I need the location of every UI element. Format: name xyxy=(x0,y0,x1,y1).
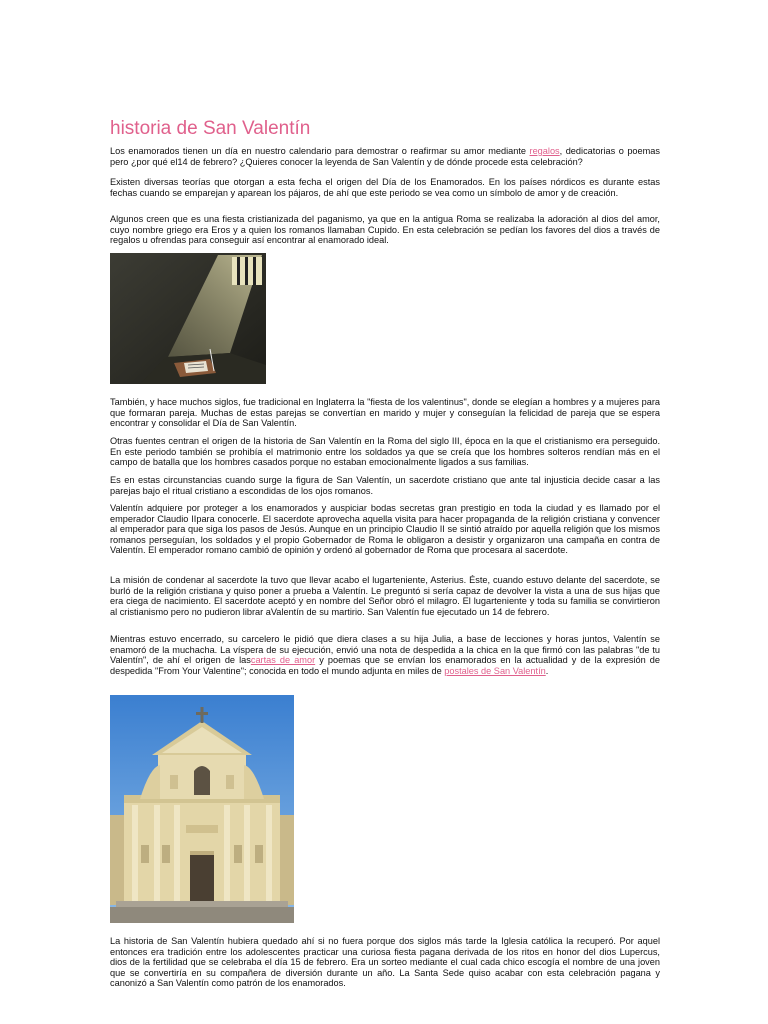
paragraph-9-text-b: y poemas que se envían los enamorados en la actualidad y de la expresión de despedida "From Your Valentine"; conocida en todo el mundo adjunta en miles de xyxy=(110,655,661,676)
page-title: historia de San Valentín xyxy=(110,118,311,139)
cartas-de-amor-link[interactable]: cartas de amor xyxy=(250,655,316,666)
paragraph-9 xyxy=(110,634,660,676)
paragraph-1 xyxy=(110,146,660,167)
paragraph-6: Es en estas circunstancias cuando surge la figura de San Valentín, un sacerdote cristiano que ante tal injusticia decide casar a las parejas bajo el ritual cristiano a escondidas de los ojos romanos. xyxy=(110,475,660,496)
paragraph-8: La misión de condenar al sacerdote la tuvo que llevar acabo el lugarteniente, Asterius. Éste, cuando estuvo delante del sacerdote, se burló de la religión cristiana y quiso poner a prueba a Valentín. Le preguntó si sería capaz de devolver la vista a una de sus hijas que era ciega de nacimiento. El sacerdote aceptó y en nombre del Señor obró el milagro. El lugarteniente y toda su familia se convirtieron al cristianismo pero no pudieron librar aValentín de su martirio. San Valentín fue ejecutado un 14 de febrero. xyxy=(110,575,660,617)
paragraph-3: Algunos creen que es una fiesta cristianizada del paganismo, ya que en la antigua Roma se realizaba la adoración al dios del amor, cuyo nombre griego era Eros y a quien los romanos llamaban Cupido. En esta celebración se pedían los favores del dios a través de regalos u ofrendas para conseguir así encontrar al enamorado ideal. xyxy=(110,214,660,246)
paragraph-1-text-b: , dedicatorias o poemas pero ¿por qué el14 de febrero? ¿Quieres conocer la leyenda de San Valentín y de dónde procede esta celebración? xyxy=(110,146,661,167)
church-image xyxy=(110,695,294,923)
paragraph-7: Valentín adquiere por proteger a los enamorados y auspiciar bodas secretas gran prestigio en toda la ciudad y es llamado por el emperador Claudio IIpara conocerle. El sacerdote aprovecha aquella visita para hacer propaganda de la religión cristiana y convencer al emperador para que siga los pasos de Jesús. Aunque en un principio Claudio II se sintió atraído por aquella religión que los mismos romanos perseguían, los soldados y el propio Gobernador de Roma le obligaron a desistir y organizaron una campaña en contra de Valentín. El emperador romano cambió de opinión y ordenó al gobernador de Roma que procesara al sacerdote. xyxy=(110,503,660,556)
paragraph-2: Existen diversas teorías que otorgan a esta fecha el origen del Día de los Enamorados. En los países nórdicos es durante estas fechas cuando se emparejan y aparean los pájaros, de ahí que este periodo se vea como un símbolo de amor y de creación. xyxy=(110,177,660,198)
paragraph-5: Otras fuentes centran el origen de la historia de San Valentín en la Roma del siglo III, época en la que el cristianismo era perseguido. En este periodo también se prohibía el matrimonio entre los soldados ya que se creía que los hombres solteros rendían más en el campo de batalla que los hombres casados porque no estaban emocionalmente ligados a sus familias. xyxy=(110,436,660,468)
paragraph-1-text-a: Los enamorados tienen un día en nuestro calendario para demostrar o reafirmar su amor mediante xyxy=(110,146,530,156)
postales-link[interactable]: postales de San Valentín xyxy=(444,665,546,676)
prison-cell-image xyxy=(110,253,266,384)
prison-cell-illustration xyxy=(110,253,266,384)
church-facade-illustration xyxy=(110,695,294,923)
regalos-link[interactable]: regalos xyxy=(529,146,560,156)
paragraph-9-text-c: . xyxy=(545,665,549,676)
paragraph-9-text-a: Mientras estuvo encerrado, su carcelero le pidió que diera clases a su hija Julia, a base de lecciones y horas juntos, Valentín se enamoró de la muchacha. La víspera de su ejecución, envió una nota de despedida a la chica en la que firmó con las palabras "de tu Valentín", de ahí el origen de las xyxy=(110,634,660,666)
paragraph-10: La historia de San Valentín hubiera quedado ahí si no fuera porque dos siglos más tarde la Iglesia católica la recuperó. Por aquel entonces era tradición entre los adolescentes practicar una curiosa fiesta pagana derivada de los ritos en honor del dios Lupercus, dios de la fertilidad que se celebraba el día 15 de febrero. Era un sorteo mediante el cual cada chico escogía el nombre de una joven que se convertiría en su compañera de diversión durante un año. La Santa Sede quiso acabar con esta celebración pagana y canonizó a San Valentín como patrón de los enamorados. xyxy=(110,936,660,989)
paragraph-4: También, y hace muchos siglos, fue tradicional en Inglaterra la "fiesta de los valentinus", donde se elegían a hombres y a mujeres para que formaran pareja. Muchas de estas parejas se convertían en marido y mujer y conseguían la felicidad de pareja que se espera encontrar y consolidar el Día de San Valentín. xyxy=(110,397,660,429)
